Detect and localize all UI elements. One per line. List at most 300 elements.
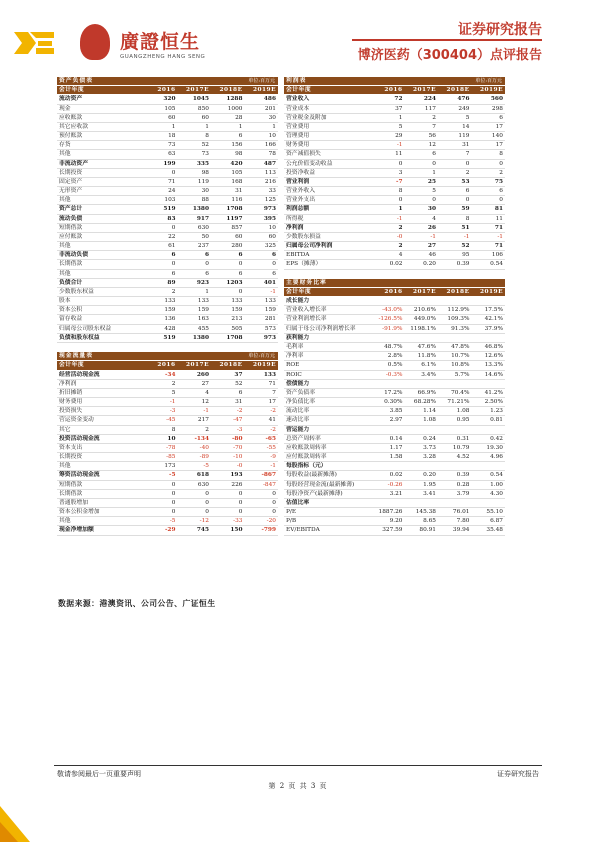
value-cell: 1.00 [490,481,503,488]
row-label: 营业外收入 [286,188,315,195]
logo-seal-icon [80,24,110,60]
brand-english: GUANGZHENG HANG SENG [120,54,206,60]
value-cell: 8 [398,188,403,195]
value-cell: 52 [201,142,209,149]
footer-divider [54,765,542,766]
table-row [284,508,505,517]
table-row [57,490,278,499]
value-cell: 3.79 [456,490,470,497]
row-label: 长期借款 [59,261,83,268]
table-title-bar [57,352,278,361]
row-label: 净利润 [286,224,304,231]
value-cell: 505 [231,325,243,332]
value-cell: 26 [427,224,436,231]
table-row [57,251,278,260]
value-cell: 0 [171,224,176,231]
value-cell: -1 [270,463,276,470]
value-cell: 6 [238,133,243,140]
value-cell: 46 [428,252,436,259]
value-cell: 0.28 [456,481,470,488]
data-source-note: 数据来源：港澳资讯、公司公告、广证恒生 [58,599,216,608]
table-row [57,315,278,324]
value-cell: 119 [197,178,209,185]
value-cell: -20 [266,518,276,525]
value-cell: -1 [497,233,503,240]
row-label: 现金流量表 [59,353,93,360]
value-cell: 25 [427,178,436,185]
value-cell: 91.3% [451,325,470,332]
value-cell [472,297,506,305]
value-cell: 0 [238,261,243,268]
value-cell: 0 [238,509,243,516]
value-cell: 11 [395,151,403,158]
table-row [57,306,278,315]
value-cell: 3.21 [389,490,403,497]
table-row [57,371,278,380]
value-cell: 0.54 [490,472,503,479]
value-cell: 4 [205,389,209,396]
table-row [284,389,505,398]
value-cell: 1 [205,123,209,130]
value-cell: 14 [462,123,470,130]
value-cell: 1000 [227,105,243,112]
value-cell: 11.8% [417,353,436,360]
row-label: 归属于母公司净利润增长率 [286,325,356,332]
value-cell: 63 [168,151,176,158]
value-cell: 281 [264,316,276,323]
row-label: 长期投资 [59,169,83,176]
table-row [57,123,278,132]
value-cell: 5 [171,389,176,396]
table-row [57,178,278,187]
year-cell: 2016 [384,288,403,295]
value-cell: 0.5% [387,362,403,369]
year-cell: 2019E [252,87,276,94]
row-label: 净利润 [59,380,77,387]
right-financial-tables [284,77,505,536]
row-label: 营业收入增长率 [286,307,327,314]
value-cell: 8 [465,215,470,222]
value-cell: 98 [201,169,209,176]
value-cell [371,426,405,434]
value-cell: 0 [272,261,276,268]
row-label: EPS（摊薄） [286,261,322,268]
value-cell: 168 [231,178,243,185]
value-cell: 0.02 [389,261,403,268]
value-cell: 133 [264,298,276,305]
value-cell [405,334,439,342]
row-label: 应收账款周转率 [286,444,327,451]
value-cell: 6 [271,252,276,259]
row-label: 折旧摊销 [59,389,83,396]
value-cell: 51 [461,224,470,231]
row-label [284,270,371,279]
value-cell: 133 [164,298,176,305]
page-header [0,0,596,70]
row-label: 会计年度 [59,87,85,94]
table-row [284,352,505,361]
value-cell: 0 [171,499,176,506]
row-label: 应收账款 [59,114,83,121]
table-row [57,141,278,150]
value-cell: 145.38 [415,509,436,516]
value-cell: -85 [166,454,176,461]
table-row [57,187,278,196]
table-row [57,380,278,389]
table-row [284,150,505,159]
table-row [284,325,505,334]
table-row [57,215,278,224]
value-cell: 2 [465,169,470,176]
value-cell: 923 [196,279,209,286]
value-cell: 140 [491,133,503,140]
value-cell: 0 [171,169,176,176]
value-cell: 42.1% [484,316,503,323]
row-label: 获利能力 [286,334,310,341]
value-cell: 7 [432,123,436,130]
year-cell: 2019E [479,87,503,94]
value-cell: -2 [270,408,276,415]
row-label: 股本 [59,298,71,305]
table-section-row [284,426,505,435]
value-cell: -1 [203,408,209,415]
value-cell: 1708 [226,334,243,341]
value-cell: -9 [270,454,276,461]
row-label: 营业收入 [286,96,310,103]
value-cell: 1.14 [423,408,436,415]
value-cell: 428 [164,325,176,332]
year-cell: 2016 [157,87,176,94]
value-cell: -1 [396,215,403,222]
value-cell: 6.1% [421,362,436,369]
row-label: 财务费用 [59,399,83,406]
row-label: 资产总计 [59,206,83,213]
value-cell: -3 [236,426,243,433]
value-cell: 4 [398,252,403,259]
value-cell: 973 [263,334,276,341]
value-cell: 6 [499,188,503,195]
table-year-header [57,361,278,370]
value-cell: 10.7% [451,353,470,360]
table-section-row [284,380,505,389]
value-cell: 73 [201,151,209,158]
row-label: 筹资活动现金流 [59,472,100,479]
value-cell: 80.91 [419,527,436,534]
value-cell: -1 [169,399,176,406]
value-cell: 1.23 [490,408,503,415]
row-label: 营业利润 [286,178,310,185]
unit-label: 单位:百万元 [248,78,275,84]
value-cell: 630 [197,481,209,488]
table-section-row [284,297,505,306]
table-row [57,325,278,334]
value-cell: 320 [163,96,176,103]
table-row [284,260,505,269]
value-cell: 71 [268,380,276,387]
value-cell: 0.42 [490,435,503,442]
value-cell: 7 [272,389,276,396]
value-cell: 66.9% [417,389,436,396]
value-cell: 1708 [226,206,243,213]
value-cell: 973 [263,206,276,213]
value-cell: 0 [272,490,276,497]
value-cell: 17.5% [484,307,503,314]
value-cell: 2 [205,426,209,433]
unit-label [371,279,505,287]
value-cell: 89 [167,279,176,286]
table-row [57,334,278,343]
value-cell: 0.30% [384,399,403,406]
row-label: 资产减值损失 [286,151,321,158]
table-row [284,407,505,416]
value-cell [438,380,472,388]
value-cell: -12 [199,518,209,525]
value-cell [472,334,506,342]
value-cell: -40 [199,444,209,451]
table-row [57,196,278,205]
value-cell: 3.85 [389,408,403,415]
value-cell: 395 [263,215,276,222]
table-row [57,260,278,269]
row-label: ROE [286,362,300,369]
value-cell: 159 [264,307,276,314]
table-row [284,242,505,251]
table-row [284,471,505,480]
row-label: 留存收益 [59,316,83,323]
table-row [57,288,278,297]
value-cell: 10.8% [451,362,470,369]
value-cell: 857 [231,224,243,231]
value-cell: -134 [194,435,209,442]
value-cell: 0 [398,197,403,204]
value-cell: 46.8% [484,343,503,350]
table-year-header [57,86,278,95]
value-cell: 37 [234,371,243,378]
row-label: 财务费用 [286,142,310,149]
value-cell: 24 [168,188,176,195]
value-cell: -29 [165,527,176,534]
table-row [284,114,505,123]
table-row [57,297,278,306]
value-cell: 260 [196,371,209,378]
value-cell: 0.39 [456,261,470,268]
value-cell: 0.02 [389,472,403,479]
value-cell: -7 [396,178,403,185]
value-cell: 95 [462,252,470,259]
value-cell: 6 [238,389,243,396]
row-label: 其他 [59,518,71,525]
value-cell: 618 [196,472,209,479]
table-year-header [284,86,505,95]
table-section-row [284,499,505,508]
value-cell: 150 [230,527,243,534]
value-cell: 455 [197,325,209,332]
row-label: 固定资产 [59,178,83,185]
row-label: 其他 [59,151,71,158]
value-cell: 9.20 [389,518,403,525]
value-cell [438,334,472,342]
value-cell: 159 [231,307,243,314]
value-cell: 105 [164,105,176,112]
value-cell: 298 [491,105,503,112]
value-cell: 0 [205,261,209,268]
value-cell: -0 [396,233,403,240]
value-cell: 60 [235,233,243,240]
value-cell: 5 [465,114,470,121]
logo-icon [14,30,54,56]
row-label: 营业费用 [286,123,310,130]
value-cell [405,426,439,434]
row-label [57,343,144,352]
value-cell [371,380,405,388]
value-cell: 6 [272,270,276,277]
row-label: 管理费用 [286,133,310,140]
value-cell: 193 [230,472,243,479]
value-cell: 210.6% [413,307,436,314]
row-label: 所得税 [286,215,304,222]
row-label: 应付账款周转率 [286,454,327,461]
row-label: 短期借款 [59,224,83,231]
row-label: 净负债比率 [286,399,315,406]
table-row [57,499,278,508]
value-cell: 0 [171,509,176,516]
value-cell: 0 [398,160,403,167]
value-cell: -91.9% [382,325,403,332]
left-financial-tables [57,77,278,536]
value-cell: 163 [197,316,209,323]
value-cell: 136 [164,316,176,323]
value-cell: 573 [264,325,276,332]
table-row [284,526,505,535]
value-cell: 0 [465,160,470,167]
row-label: EV/EBITDA [286,527,320,534]
value-cell: 48.7% [384,343,403,350]
year-cell: 2019E [479,288,503,295]
table-row [57,169,278,178]
year-cell: 2017E [185,87,209,94]
value-cell: 0 [432,197,436,204]
value-cell: 1045 [192,96,209,103]
row-label: 利润总额 [286,206,310,213]
year-cell: 2017E [412,288,436,295]
value-cell: 3 [398,169,403,176]
value-cell: 17 [268,399,276,406]
table-spacer [284,270,505,279]
value-cell: 6 [499,114,503,121]
row-label: 归属母公司净利润 [286,243,333,250]
value-cell: 55.10 [486,509,503,516]
value-cell: 6 [171,270,176,277]
value-cell: 72 [394,96,403,103]
value-cell: -1 [430,233,436,240]
table-row [57,462,278,471]
value-cell [405,297,439,305]
value-cell: 8 [205,133,209,140]
value-cell: 71 [494,224,503,231]
value-cell: 159 [197,307,209,314]
table-row [57,508,278,517]
value-cell: 60 [168,114,176,121]
value-cell: 6 [238,252,243,259]
value-cell: 216 [264,178,276,185]
value-cell: -3 [169,408,176,415]
row-label: 每股净资产(最新摊薄) [286,490,343,497]
value-cell: 10 [268,133,276,140]
value-cell: -43.0% [382,307,403,314]
value-cell: 103 [164,197,176,204]
value-cell: 201 [264,105,276,112]
year-cell: 2018E [446,288,470,295]
table-row [57,389,278,398]
value-cell: 14.6% [484,371,503,378]
row-label: 速动比率 [286,417,310,424]
value-cell: 59 [461,206,470,213]
value-cell: 237 [197,243,209,250]
value-cell: 30 [201,188,209,195]
table-row [284,187,505,196]
value-cell: 12 [428,142,436,149]
value-cell: 0.31 [456,435,470,442]
row-label: 长期投资 [59,454,83,461]
value-cell: 12 [201,399,209,406]
value-cell: 1380 [192,334,209,341]
value-cell: 18 [168,133,176,140]
value-cell [472,499,506,507]
value-cell [438,462,472,470]
value-cell: 0 [272,499,276,506]
row-label: 总资产周转率 [286,435,321,442]
value-cell: 1.95 [423,481,436,488]
table-row [57,105,278,114]
value-cell: 2 [171,288,176,295]
value-cell: 1 [432,169,436,176]
value-cell: 88 [201,197,209,204]
value-cell: 2 [171,380,176,387]
value-cell: 1 [205,288,209,295]
row-label: 每股经营现金流(最新摊薄) [286,481,355,488]
value-cell: 30 [268,114,276,121]
value-cell [371,462,405,470]
row-label: 投资活动现金流 [59,435,100,442]
row-label: 其它 [59,426,71,433]
value-cell: 3.4% [421,371,436,378]
table-row [57,407,278,416]
value-cell: 28 [235,114,243,121]
value-cell: 166 [264,142,276,149]
row-label: 现金净增加额 [59,527,94,534]
value-cell: 0 [171,481,176,488]
row-label: 少数股东损益 [286,233,321,240]
row-label: 其他 [59,463,71,470]
value-cell: 73 [168,142,176,149]
value-cell [405,499,439,507]
value-cell: 10 [167,435,176,442]
table-row [57,426,278,435]
footer-report-type: 证券研究报告 [497,770,539,778]
value-cell: 1 [398,206,403,213]
value-cell: 10 [268,224,276,231]
year-cell: 2016 [384,87,403,94]
value-cell [438,499,472,507]
value-cell: 8 [499,151,503,158]
value-cell: 2 [499,169,503,176]
value-cell: 2.8% [387,353,403,360]
table-title-bar [284,279,505,288]
value-cell: 519 [163,334,176,341]
table-row [57,114,278,123]
table-row [57,481,278,490]
year-cell: 2017E [412,87,436,94]
